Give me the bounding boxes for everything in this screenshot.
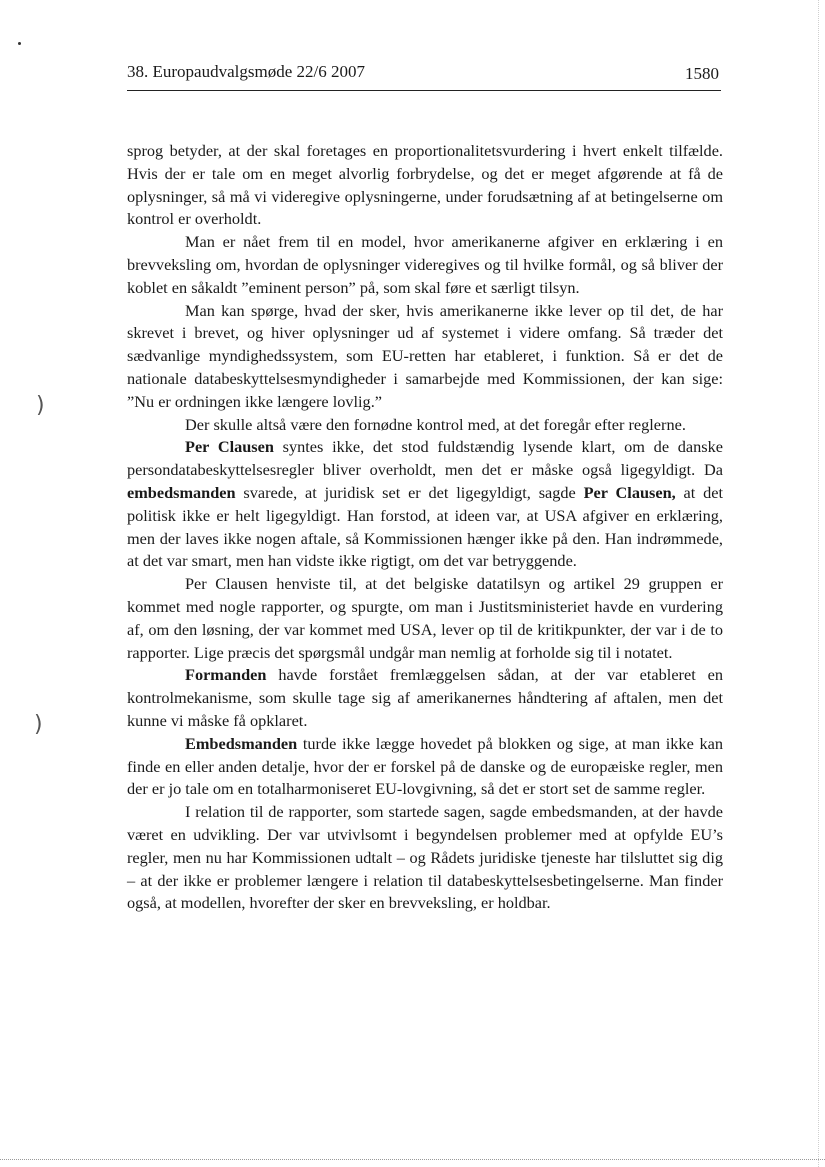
body-paragraph (127, 231, 723, 299)
speaker-name: Formanden (185, 665, 267, 685)
paragraph-text: sprog betyder, at der skal foretages en proportionalitetsvurdering i hvert enkelt tilfælde. Hvis der er tale om en meget alvorlig forbrydelse, og det er meget afgørende at få de oplysninger, så må vi videregive oplysningerne, under forudsætning af at betingelserne om kontrol er overholdt. (127, 141, 723, 229)
body-paragraph (127, 733, 723, 801)
body-paragraph (127, 573, 723, 664)
paragraph-text: at det politisk ikke er helt ligegyldigt. Han forstod, at ideen var, at USA afgiver en erklæring, men der laves ikke nogen aftale, så Kommissionen hænger ikke på den. Han indrømmede, at det var smart, men han vidste ikke rigtigt, om det var betryggende. (127, 482, 724, 571)
header-title: 38. Europaudvalgsmøde 22/6 2007 (127, 62, 365, 81)
body-paragraph (127, 664, 723, 732)
paragraph-text: Der skulle altså være den fornødne kontrol med, at det foregår efter reglerne. (185, 414, 686, 434)
scan-speck (18, 42, 21, 45)
paragraph-text: syntes ikke, det stod fuldstændig lysende klart, om de danske persondatabeskyttelsesregler bliver overholdt, men det er måske også ligegyldigt. Da (127, 437, 723, 480)
body-paragraph (127, 414, 723, 437)
scan-edge-bottom (0, 1159, 825, 1160)
paragraph-text: Per Clausen henviste til, at det belgiske datatilsyn og artikel 29 gruppen er kommet med nogle rapporter, og spurgte, om man i Justitsministeriet havde en vurdering af, om den løsning, der var kommet med USA, lever op til de kritikpunkter, der var i de to rapporter. Lige præcis det spørgsmål undgår man nemlig at forholde sig til i notatet. (127, 574, 723, 662)
scan-artifact-bracket: ) (34, 712, 43, 737)
speaker-name: embedsmanden (127, 482, 236, 502)
page-number: 1580 (685, 64, 719, 83)
body-paragraph (127, 300, 723, 414)
paragraph-text: svarede, at juridisk set er det ligegyldigt, sagde (235, 482, 584, 502)
paragraph-text: turde ikke lægge hovedet på blokken og sige, at man ikke kan finde en eller anden detalje, hvor der er forskel på de danske og de europæiske regler, men der er jo tale om en totalharmoniseret EU-lovgivning, så det er stort set de samme regler. (127, 733, 723, 799)
scan-artifact-bracket: ) (36, 393, 45, 418)
speaker-name: Per Clausen, (583, 482, 676, 502)
document-body (127, 140, 723, 915)
body-paragraph (127, 801, 723, 915)
page-header (127, 62, 721, 91)
body-paragraph (127, 140, 723, 231)
paragraph-text: Man er nået frem til en model, hvor amerikanerne afgiver en erklæring i en brevveksling om, hvordan de oplysninger videregives og til hvilke formål, og så bliver der koblet en såkaldt ”eminent person” på, som skal føre et særligt tilsyn. (127, 232, 723, 297)
paragraph-text: Man kan spørge, hvad der sker, hvis amerikanerne ikke lever op til det, de har skrevet i brevet, og hiver oplysninger ud af systemet i videre omfang. Så træder det sædvanlige myndighedssystem, som EU-retten har etableret, i funktion. Så er det de nationale databeskyttelsesmyndigheder i samarbejde med Kommissionen, der kan sige: ”Nu er ordningen ikke længere lovlig.” (127, 300, 723, 411)
scan-edge-right (818, 0, 819, 1167)
paragraph-text: I relation til de rapporter, som startede sagen, sagde embedsmanden, at der havde været en udvikling. Der var utvivlsomt i begyndelsen problemer med at opfylde EU’s regler, men nu har Kommissionen udtalt – og Rådets juridiske tjeneste har tilsluttet sig dig – at der ikke er problemer længere i relation til databeskyttelsesbetingelserne. Man finder også, at modellen, hvorefter der sker en brevveksling, er holdbar. (127, 802, 723, 913)
speaker-name: Embedsmanden (185, 733, 298, 753)
paragraph-text: havde forstået fremlæggelsen sådan, at der var etableret en kontrolmekanisme, som skulle tage sig af amerikanernes håndtering af aftalen, men det kunne vi måske få opklaret. (127, 665, 723, 730)
body-paragraph (127, 436, 723, 573)
speaker-name: Per Clausen (185, 437, 274, 457)
